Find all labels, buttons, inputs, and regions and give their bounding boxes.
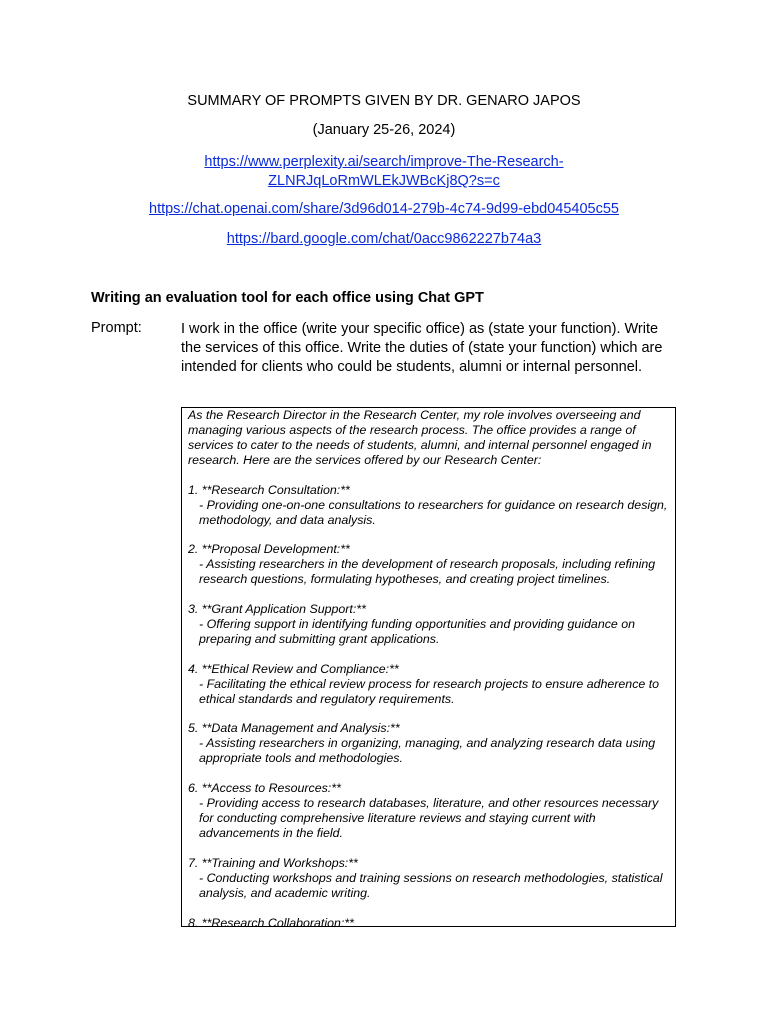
response-item-title: 3. **Grant Application Support:** — [188, 602, 366, 617]
response-item — [188, 602, 669, 647]
response-item-desc: - Providing access to research databases, literature, and other resources necessary for conducting comprehensive literature reviews and staying current with advancements in the field. — [199, 796, 659, 841]
response-item-desc: - Offering support in identifying funding opportunities and providing guidance on preparing and submitting grant applications. — [199, 617, 636, 647]
bard-link[interactable]: https://bard.google.com/chat/0acc9862227b74a3 — [226, 231, 542, 247]
perplexity-link-line2: ZLNRJqLoRmWLEkJWBcKj8Q?s=c — [268, 173, 500, 189]
bard-link-block — [0, 231, 768, 247]
response-item — [188, 662, 669, 707]
chatgpt-link-block — [0, 201, 768, 217]
response-item-title: 8. **Research Collaboration:** — [188, 915, 354, 927]
response-box — [181, 407, 676, 927]
response-item-title: 4. **Ethical Review and Compliance:** — [188, 661, 399, 676]
perplexity-link-block — [0, 153, 768, 191]
chatgpt-link[interactable]: https://chat.openai.com/share/3d96d014-279b-4c74-9d99-ebd045405c55 — [149, 201, 619, 217]
document-title: SUMMARY OF PROMPTS GIVEN BY DR. GENARO JAPOS — [187, 93, 581, 109]
response-item-desc: - Providing one-on-one consultations to researchers for guidance on research design, methodology, and data analysis. — [199, 497, 668, 527]
response-item — [188, 781, 669, 841]
prompt-label: Prompt: — [91, 320, 142, 336]
response-item — [188, 721, 669, 766]
response-item — [188, 483, 669, 528]
prompt-text: I work in the office (write your specific office) as (state your function). Write the services of this office. Write the duties of (state your function) which are intended for clients who could be students, alumni or internal personnel. — [181, 321, 663, 376]
response-item-desc: - Conducting workshops and training sessions on research methodologies, statistical analysis, and academic writing. — [199, 870, 663, 900]
response-item-title: 7. **Training and Workshops:** — [188, 855, 358, 870]
response-item — [188, 542, 669, 587]
response-item-desc: - Assisting researchers in the development of research proposals, including refining research questions, formulating hypotheses, and creating project timelines. — [199, 557, 656, 587]
response-item-title: 1. **Research Consultation:** — [188, 482, 350, 497]
perplexity-link[interactable] — [204, 154, 563, 189]
response-item — [188, 856, 669, 901]
response-item — [188, 916, 669, 928]
response-item-title: 6. **Access to Resources:** — [188, 781, 341, 796]
document-dates: (January 25-26, 2024) — [312, 122, 456, 138]
perplexity-link-line1: https://www.perplexity.ai/search/improve-The-Research- — [204, 154, 564, 170]
response-item-desc: - Facilitating the ethical review process for research projects to ensure adherence to ethical standards and regulatory requirements. — [199, 676, 660, 706]
section-heading: Writing an evaluation tool for each office using Chat GPT — [91, 290, 484, 306]
response-item-title: 2. **Proposal Development:** — [188, 542, 350, 557]
response-item-desc: - Assisting researchers in organizing, managing, and analyzing research data using appropriate tools and methodologies. — [199, 736, 656, 766]
response-item-title: 5. **Data Management and Analysis:** — [188, 721, 400, 736]
response-intro: As the Research Director in the Research Center, my role involves overseeing and managing various aspects of the research process. The office provides a range of services to cater to the needs of students, alumni, and internal personnel engaged in research. Here are the services offered by our Research Center: — [188, 408, 652, 467]
